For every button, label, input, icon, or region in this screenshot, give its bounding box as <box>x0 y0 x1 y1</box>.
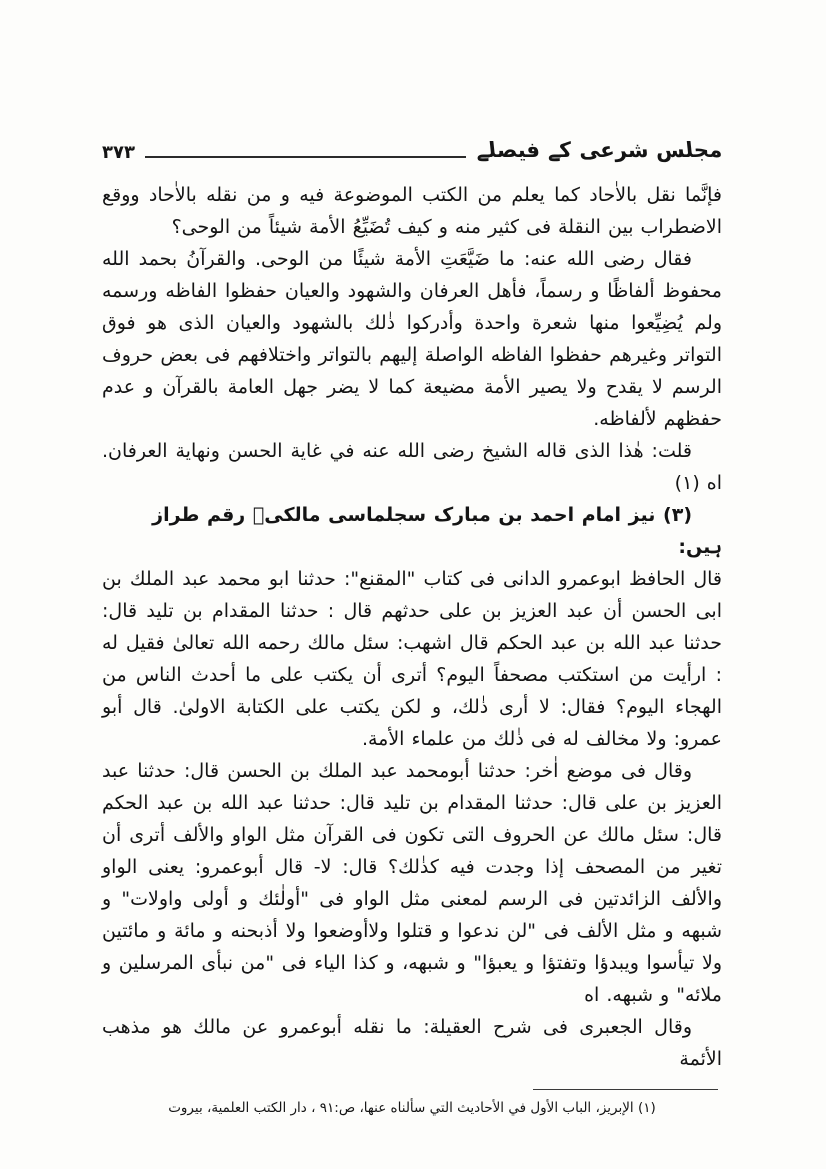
page-header <box>102 130 722 164</box>
book-title: مجلس شرعی کے فیصلے <box>474 138 724 162</box>
header-rule <box>145 156 466 158</box>
footnote-text: (١) الإبريز، الباب الأول في الأحاديث التي سألناه عنها، ص:٩١ ، دار الكتب العلمية، بيروت <box>168 1100 656 1116</box>
paragraph-author-comment: قلت: هٰذا الذى قاله الشيخ رضى الله عنه في غاية الحسن ونهاية العرفان. اه (١) <box>102 440 722 494</box>
paragraph-hafiz-abu-amr-quote: قال الحافظ ابوعمرو الدانى فى كتاب "المقنع": حدثنا ابو محمد عبد الملك بن ابى الحسن أن عبد العزيز بن على حدثهم قال : حدثنا المقدام بن تليد قال: حدثنا عبد الله بن عبد الحكم قال اشهب: سئل مالك رحمه الله تعالىٰ فقيل له : ارأيت من استكتب مصحفاً اليوم؟ أترى أن يكتب على ما أحدث الناس من الهجاء اليوم؟ فقال: لا أرى ذٰلك، و لكن يكتب على الكتابة الاولىٰ. قال أبو عمرو: ولا مخالف له فى ذٰلك من علماء الأمة. <box>102 568 722 750</box>
paragraph-imam-reply: فقال رضى الله عنه: ما ضَيَّعَتِ الأمة شيئًا من الوحى. والقرآنُ بحمد الله محفوظ ألفاظًا و رسماً، فأهل العرفان والشهود والعيان حفظوا الفاظه ورسمه ولم يُضِيِّعوا منها شعرة واحدة وأدركوا ذٰلك بالشهود والعيان الذى هو فوق التواتر وغيرهم حفظوا الفاظه الواصلة إليهم بالتواتر واختلافهم فى بعض حروف الرسم لا يقدح ولا يصير الأمة مضيعة كما لا يضر جهل العامة بالقرآن و عدم حفظهم لألفاظه. <box>102 248 722 430</box>
paragraph-second-narration: وقال فى موضع اٰخر: حدثنا أبومحمد عبد الملك بن الحسن قال: حدثنا عبد العزيز بن على قال: حدثنا المقدام بن تليد قال: حدثنا عبد الله بن عبد الحكم قال: سئل مالك عن الحروف التى تكون فى القرآن مثل الواو والألف أترى أن تغير من المصحف إذا وجدت فيه كذٰلك؟ قال: لا- قال أبوعمرو: يعنى الواو والألف الزائدتين فى الرسم لمعنى مثل الواو فى "أولٰئك و أولى واولات" و شبهه و مثل الألف فى "لن ندعوا و قتلوا ولاأوضعوا ولا أذبحنه و مائة و مائتين ولا تيأسوا ويبدؤا وتفتؤا و يعبؤا" و شبهه، و كذا الياء فى "من نبأى المرسلين و ملائه" و شبهه. اه <box>102 760 722 1006</box>
urdu-heading: (۳) نیز امام احمد بن مبارک سجلماسی مالکیؒ رقم طراز ہیں: <box>152 504 722 558</box>
page-body <box>102 179 722 1075</box>
paragraph-jabari-quote: وقال الجعبرى فى شرح العقيلة: ما نقله أبوعمرو عن مالك هو مذهب الأئمة <box>102 1016 722 1070</box>
footnote-separator-rule <box>533 1089 718 1090</box>
paragraph-continuation: فإنَّما نقل بالاٰحاد كما يعلم من الكتب الموضوعة فيه و من نقله بالاٰحاد ووقع الاضطراب بين النقلة فى كثير منه و كيف تُضَيِّعُ الأمة شيئاً من الوحى؟ <box>102 184 722 238</box>
page-number: ٣٧٣ <box>102 142 135 163</box>
footnote-block <box>102 1089 722 1118</box>
